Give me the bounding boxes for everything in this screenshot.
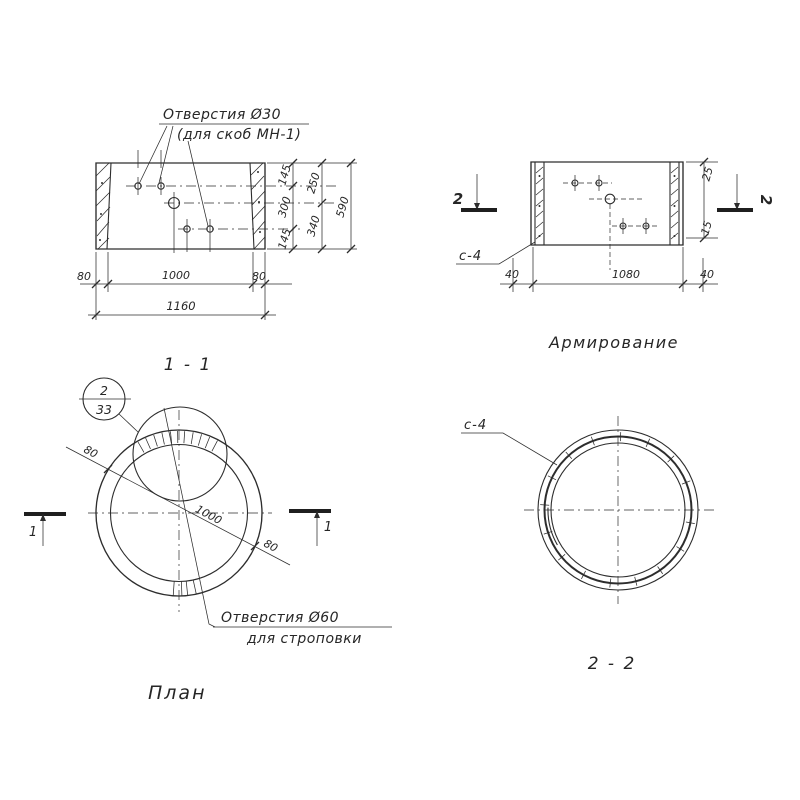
callout-holes-60-line1: Отверстия Ø60: [221, 610, 340, 626]
dim-300: 300: [275, 195, 294, 219]
callout-holes-60: [213, 610, 392, 647]
dim-inner-1000: 1000: [162, 269, 190, 282]
title-section-1-1: 1 - 1: [163, 355, 213, 375]
dim-bottom-1-1: [77, 252, 292, 320]
dim-145-bot: 145: [275, 227, 294, 251]
callout-holes-30-line1: Отверстия Ø30: [163, 107, 282, 123]
view-section-2-2: [461, 416, 714, 674]
callout-holes-30-line2: (для скоб МН-1): [177, 127, 302, 143]
dim-590: 590: [333, 195, 352, 219]
title-plan: План: [148, 682, 207, 704]
mesh-leader-c4-2: [461, 418, 557, 465]
dim-right-stack-1-1: [267, 159, 357, 253]
mesh-strip-right: [670, 162, 679, 245]
cut-mark-2-right: [717, 174, 775, 210]
cut-label-1-left: 1: [28, 525, 38, 540]
dim-wall-upper-80: 80: [81, 442, 100, 461]
mesh-leader-c4: [456, 242, 535, 264]
dim-right-reinforcement: [686, 158, 718, 242]
view-plan: [24, 378, 392, 704]
balloon-sheet-number: 33: [96, 402, 112, 417]
dim-40-right: 40: [700, 268, 714, 281]
dim-340: 340: [304, 214, 323, 238]
reinforcement-outline: [531, 162, 683, 245]
balloon-detail-number: 2: [100, 383, 108, 398]
cut-mark-2-left: [453, 174, 497, 210]
dim-wall-lower-80: 80: [261, 536, 280, 555]
dim-25: 25: [699, 165, 716, 183]
centerlines-section: [126, 186, 336, 229]
dim-1080: 1080: [612, 268, 640, 281]
detail-balloon: [79, 378, 138, 432]
mesh-label-c4: с-4: [459, 249, 483, 264]
aggregate-dots: [99, 171, 261, 241]
dim-wall-left: 80: [77, 270, 91, 283]
dim-total-1160: 1160: [166, 299, 196, 313]
mesh-label-c4-2: с-4: [464, 418, 488, 433]
dim-40-left: 40: [505, 268, 519, 281]
cut-label-2-left: 2: [452, 190, 464, 208]
holes-reinforcement: [563, 175, 660, 270]
cut-label-1-right: 1: [323, 520, 333, 535]
cut-mark-1-right: [289, 511, 332, 546]
lifting-holes: [173, 580, 196, 596]
dim-15: 15: [698, 219, 715, 237]
cut-mark-1-left: [24, 514, 66, 546]
ring-wall-section: [96, 163, 265, 249]
dim-diameter-1000: 1000: [193, 502, 225, 528]
mesh-strip-left: [535, 162, 544, 245]
cut-label-2-right: 2: [757, 194, 775, 206]
dim-diameter-plan: [66, 443, 290, 565]
centerlines-2-2: [524, 416, 714, 604]
dim-bottom-reinforcement: [500, 247, 718, 292]
dim-145-top: 145: [275, 163, 294, 187]
dim-250: 250: [304, 171, 323, 195]
title-reinforcement: Армирование: [549, 333, 679, 352]
title-section-2-2: 2 - 2: [587, 654, 637, 674]
view-reinforcement: [453, 158, 775, 352]
dim-wall-right: 80: [252, 270, 266, 283]
view-section-1-1: [77, 107, 357, 375]
callout-holes-60-line2: для строповки: [247, 631, 362, 647]
holes-section: [135, 150, 213, 253]
